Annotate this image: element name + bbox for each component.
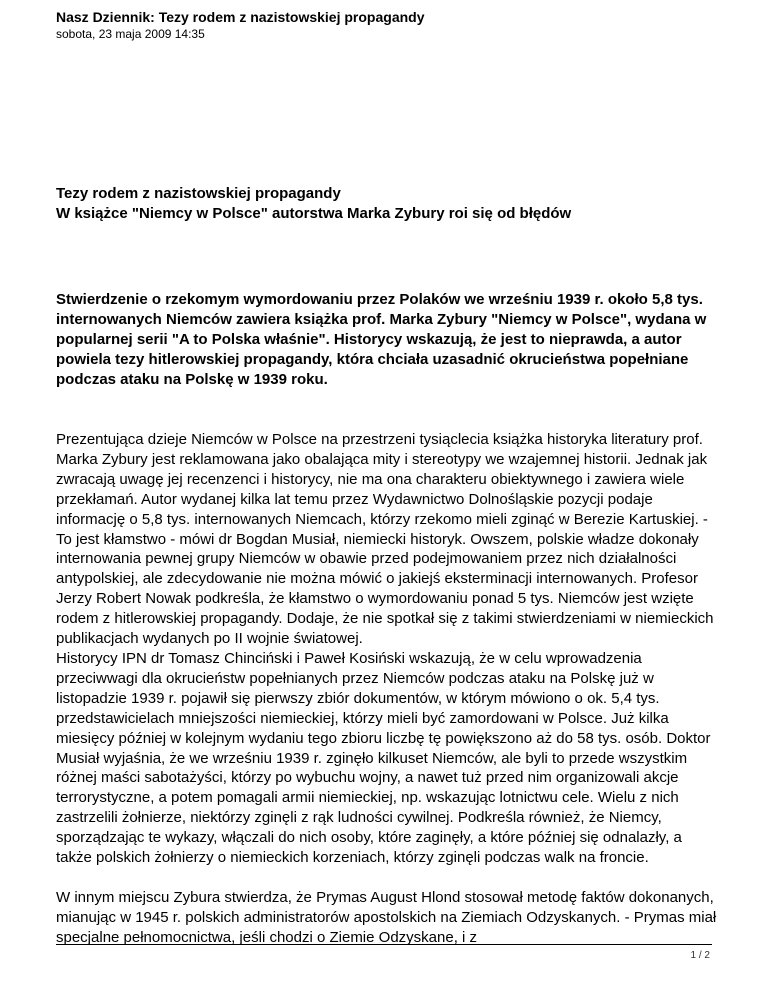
article-subtitle: W książce "Niemcy w Polsce" autorstwa Marka Zybury roi się od błędów — [56, 205, 572, 222]
body-paragraph: W innym miejscu Zybura stwierdza, że Prymas August Hlond stosował metodę faktów dokonanych, mianując w 1945 r. polskich administratorów apostolskich na Ziemiach Odzyskanych. - Prymas miał specjalne pełnomocnictwa, jeśli chodzi o Ziemie Odzyskane, i z — [56, 888, 717, 946]
article-body — [56, 430, 720, 948]
article-lead: Stwierdzenie o rzekomym wymordowaniu przez Polaków we wrześniu 1939 r. około 5,8 tys. internowanych Niemców zawiera książka prof. Marka Zybury "Niemcy w Polsce", wydana w popularnej serii "A to Polska właśnie". Historycy wskazują, że jest to nieprawda, a autor powiela tezy hitlerowskiej propagandy, która chciała uzasadnić okrucieństwa popełniane podczas ataku na Polskę w 1939 roku. — [56, 291, 707, 388]
body-paragraph: Prezentująca dzieje Niemców w Polsce na przestrzeni tysiąclecia książka historyka literatury prof. Marka Zybury jest reklamowana jako obalająca mity i stereotypy we wzajemnej historii. Jednak jak zwracają uwagę jej recenzenci i historycy, nie ma ona charakteru obiektywnego i zawiera wiele przekłamań. Autor wydanej kilka lat temu przez Wydawnictwo Dolnośląskie pozycji podaje informację o 5,8 tys. internowanych Niemcach, którzy rzekomo mieli zginąć w Berezie Kartuskiej. - To jest kłamstwo - mówi dr Bogdan Musiał, niemiecki historyk. Owszem, polskie władze dokonały internowania pewnej grupy Niemców w obawie przed podejmowaniem przez nich działalności antypolskiej, ale zdecydowanie nie można mówić o jakiejś eksterminacji internowanych. Profesor Jerzy Robert Nowak podkreśla, że kłamstwo o wymordowaniu ponad 5 tys. Niemców jest wzięte rodem z hitlerowskiej propagandy. Dodaje, że nie spotkał się z takimi stwierdzeniami w niemieckich publikacjach wydanych po II wojnie światowej. — [56, 431, 714, 648]
document-header — [56, 8, 716, 42]
body-paragraph: Historycy IPN dr Tomasz Chinciński i Paweł Kosiński wskazują, że w celu wprowadzenia przeciwwagi dla okrucieństw popełnianych przez Niemców podczas ataku na Polskę już w listopadzie 1939 r. pojawił się pierwszy zbiór dokumentów, w którym mówiono o ok. 5,4 tys. przedstawicielach mniejszości niemieckiej, którzy mieli być zamordowani w Polsce. Już kilka miesięcy później w kolejnym wydaniu tego zbioru liczbę tę powiększono aż do 58 tys. osób. Doktor Musiał wyjaśnia, że we wrześniu 1939 r. zginęło kilkuset Niemców, ale byli to przede wszystkim różnej maści sabotażyści, którzy po wybuchu wojny, a nawet tuż przed nim organizowali akcje terrorystyczne, a potem pomagali armii niemieckiej, np. wskazując lotnictwu cele. Wielu z nich zastrzelili żołnierze, niektórzy zginęli z rąk ludności cywilnej. Podkreśla również, że Niemcy, sporządzając te wykazy, włączali do nich osoby, które zaginęły, a które później się odnalazły, a także polskich żołnierzy o niemieckich korzeniach, którzy zginęli podczas walk na froncie. — [56, 649, 711, 867]
header-title: Nasz Dziennik: Tezy rodem z nazistowskiej propagandy — [56, 9, 425, 25]
footer-divider — [56, 944, 712, 945]
header-date: sobota, 23 maja 2009 14:35 — [56, 27, 205, 41]
page-number: 1 / 2 — [690, 950, 710, 961]
article-title-block — [56, 184, 736, 224]
article-title: Tezy rodem z nazistowskiej propagandy — [56, 185, 341, 202]
